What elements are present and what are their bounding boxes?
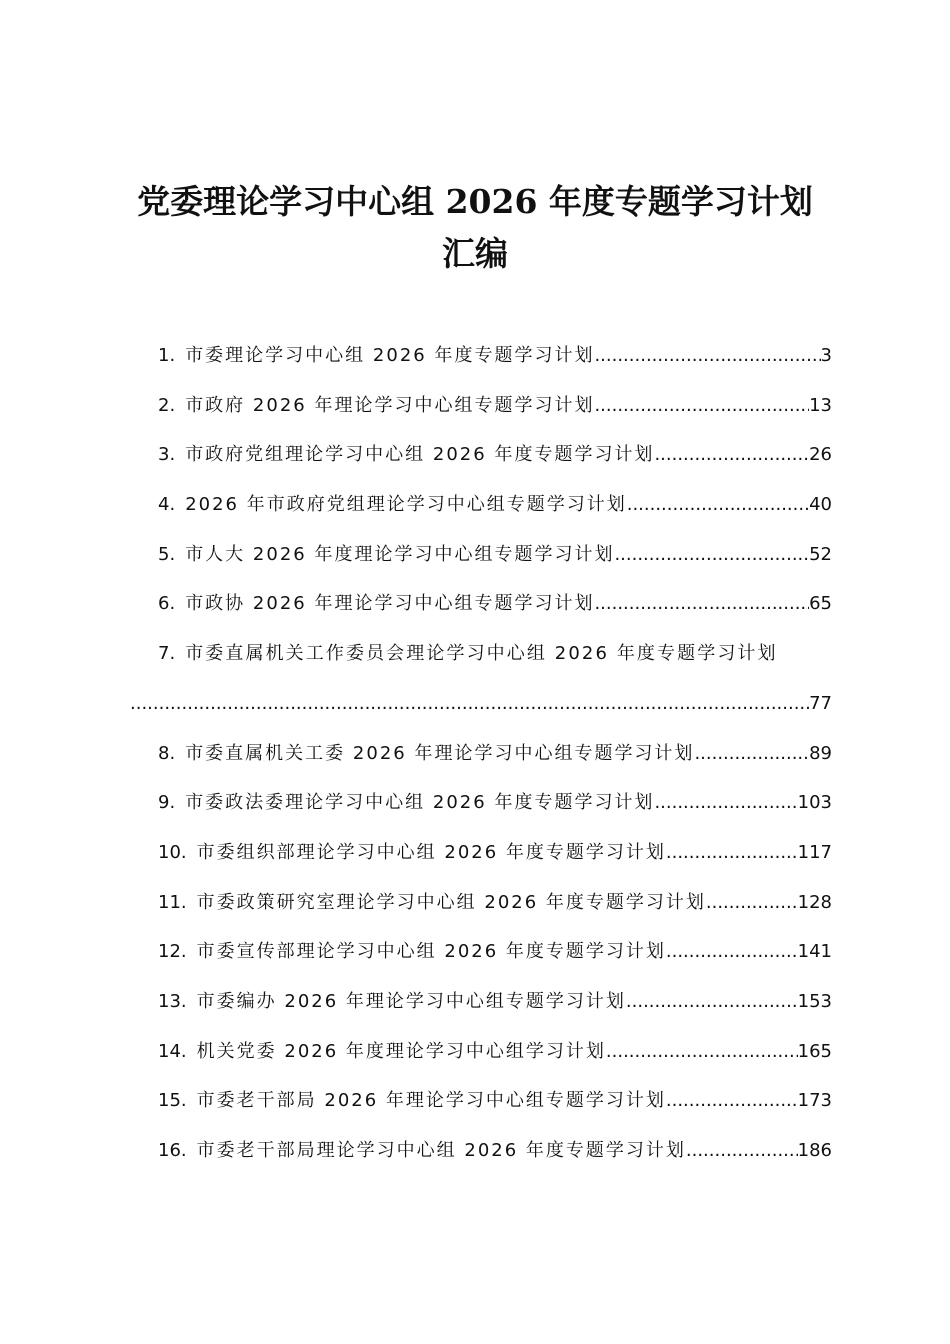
- toc-dot-leader: [614, 530, 809, 580]
- toc-entry-title: 市人大 2026 年度理论学习中心组专题学习计划: [185, 543, 615, 565]
- toc-entry-page: 128: [797, 891, 832, 913]
- toc-entry-number: 12.: [158, 941, 187, 963]
- toc-dot-leader: [606, 1027, 798, 1077]
- toc-dot-leader: [627, 480, 809, 530]
- toc-entry-page: 141: [797, 941, 832, 963]
- toc-dot-leader: [594, 331, 820, 381]
- toc-dot-leader: [626, 977, 798, 1027]
- toc-dot-leader: [594, 579, 809, 629]
- toc-entry-title: 市委政策研究室理论学习中心组 2026 年度专题学习计划: [196, 891, 706, 913]
- page-title-line-2: 汇编: [442, 234, 508, 273]
- toc-entry-number: 5.: [158, 543, 176, 565]
- toc-entry-title: 市委老干部局理论学习中心组 2026 年度专题学习计划: [196, 1140, 686, 1161]
- toc-entry-15[interactable]: [130, 1076, 832, 1126]
- toc-entry-title: 市委直属机关工作委员会理论学习中心组 2026 年度专题学习计划: [185, 643, 778, 665]
- toc-entry-3[interactable]: [130, 430, 832, 480]
- toc-dot-leader: [686, 1126, 798, 1176]
- toc-entry-page: 165: [797, 1040, 832, 1062]
- toc-entry-number: 8.: [158, 742, 176, 764]
- toc-entry-page: 173: [797, 1090, 832, 1112]
- toc-entry-page: 40: [809, 494, 832, 516]
- toc-entry-7-continuation[interactable]: [130, 679, 832, 729]
- toc-entry-page: 3: [820, 345, 832, 366]
- toc-dot-leader: [594, 381, 809, 431]
- toc-entry-number: 10.: [158, 841, 187, 863]
- toc-entry-6[interactable]: [130, 579, 832, 629]
- toc-entry-number: 2.: [158, 394, 176, 416]
- toc-dot-leader: [666, 927, 798, 977]
- toc-dot-leader: [654, 778, 797, 828]
- toc-entry-number: 16.: [158, 1140, 187, 1161]
- toc-entry-page: 153: [797, 990, 832, 1012]
- toc-entry-14[interactable]: [130, 1027, 832, 1077]
- toc-dot-leader: [130, 679, 809, 729]
- toc-entry-title: 市委老干部局 2026 年理论学习中心组专题学习计划: [196, 1090, 666, 1112]
- table-of-contents: [130, 331, 832, 1176]
- toc-entry-number: 15.: [158, 1090, 187, 1112]
- toc-entry-2[interactable]: [130, 381, 832, 431]
- toc-dot-leader: [706, 878, 798, 928]
- toc-entry-7[interactable]: [130, 629, 832, 679]
- toc-entry-page: 65: [809, 593, 832, 615]
- toc-entry-1[interactable]: [130, 331, 832, 381]
- toc-entry-title: 机关党委 2026 年度理论学习中心组学习计划: [196, 1040, 606, 1062]
- toc-dot-leader: [654, 430, 809, 480]
- toc-entry-title: 市委政法委理论学习中心组 2026 年度专题学习计划: [185, 792, 655, 814]
- toc-entry-title: 市政府党组理论学习中心组 2026 年度专题学习计划: [185, 444, 655, 466]
- toc-entry-16[interactable]: [130, 1126, 832, 1176]
- toc-entry-number: 1.: [158, 345, 176, 366]
- toc-entry-number: 4.: [158, 494, 176, 516]
- page-title-line-1: 党委理论学习中心组 2026 年度专题学习计划: [137, 182, 813, 221]
- toc-entry-number: 7.: [158, 643, 176, 665]
- toc-entry-5[interactable]: [130, 530, 832, 580]
- toc-entry-number: 3.: [158, 444, 176, 466]
- toc-entry-title: 市委编办 2026 年理论学习中心组专题学习计划: [196, 990, 626, 1012]
- toc-entry-9[interactable]: [130, 778, 832, 828]
- toc-entry-page: 186: [797, 1140, 832, 1161]
- toc-entry-10[interactable]: [130, 828, 832, 878]
- toc-entry-number: 6.: [158, 593, 176, 615]
- toc-entry-4[interactable]: [130, 480, 832, 530]
- toc-entry-title: 市政府 2026 年理论学习中心组专题学习计划: [185, 394, 595, 416]
- toc-dot-leader: [694, 729, 809, 779]
- toc-entry-page: 52: [809, 543, 832, 565]
- toc-entry-number: 9.: [158, 792, 176, 814]
- toc-entry-13[interactable]: [130, 977, 832, 1027]
- toc-entry-8[interactable]: [130, 729, 832, 779]
- toc-entry-title: 市政协 2026 年理论学习中心组专题学习计划: [185, 593, 595, 615]
- toc-dot-leader: [666, 828, 798, 878]
- toc-entry-page: 77: [809, 692, 832, 714]
- toc-entry-number: 14.: [158, 1040, 187, 1062]
- toc-entry-11[interactable]: [130, 878, 832, 928]
- toc-entry-title: 市委理论学习中心组 2026 年度专题学习计划: [185, 345, 595, 366]
- toc-entry-page: 26: [809, 444, 832, 466]
- toc-entry-number: 13.: [158, 990, 187, 1012]
- toc-entry-page: 89: [809, 742, 832, 764]
- toc-entry-page: 103: [797, 792, 832, 814]
- toc-entry-title: 2026 年市政府党组理论学习中心组专题学习计划: [185, 494, 627, 516]
- toc-entry-title: 市委宣传部理论学习中心组 2026 年度专题学习计划: [196, 941, 666, 963]
- toc-entry-number: 11.: [158, 891, 187, 913]
- toc-entry-page: 13: [809, 394, 832, 416]
- toc-entry-title: 市委组织部理论学习中心组 2026 年度专题学习计划: [196, 841, 666, 863]
- page-title: [0, 176, 950, 280]
- toc-dot-leader: [666, 1076, 798, 1126]
- toc-entry-12[interactable]: [130, 927, 832, 977]
- toc-entry-title: 市委直属机关工委 2026 年理论学习中心组专题学习计划: [185, 742, 695, 764]
- toc-entry-page: 117: [797, 841, 832, 863]
